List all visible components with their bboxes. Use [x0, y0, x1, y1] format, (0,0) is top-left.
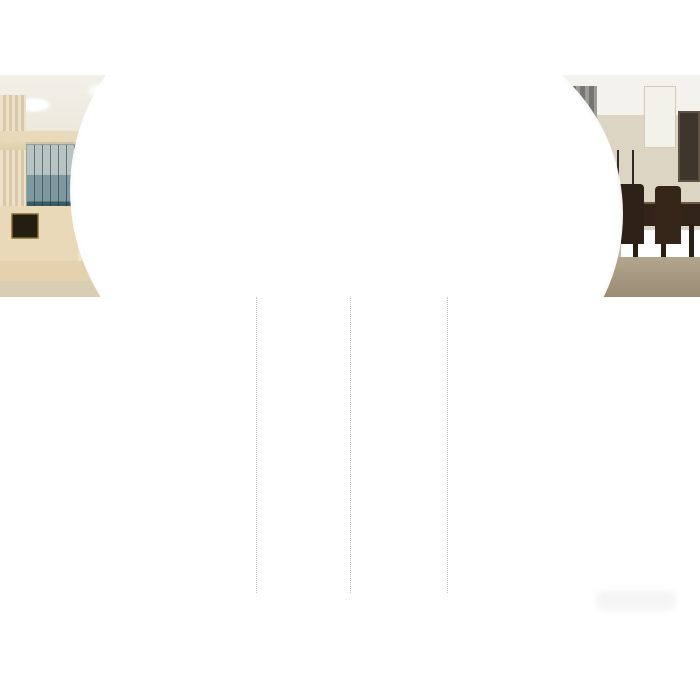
divider — [350, 297, 351, 593]
scan-blur — [596, 591, 676, 611]
divider — [447, 297, 448, 593]
divider — [256, 297, 257, 593]
